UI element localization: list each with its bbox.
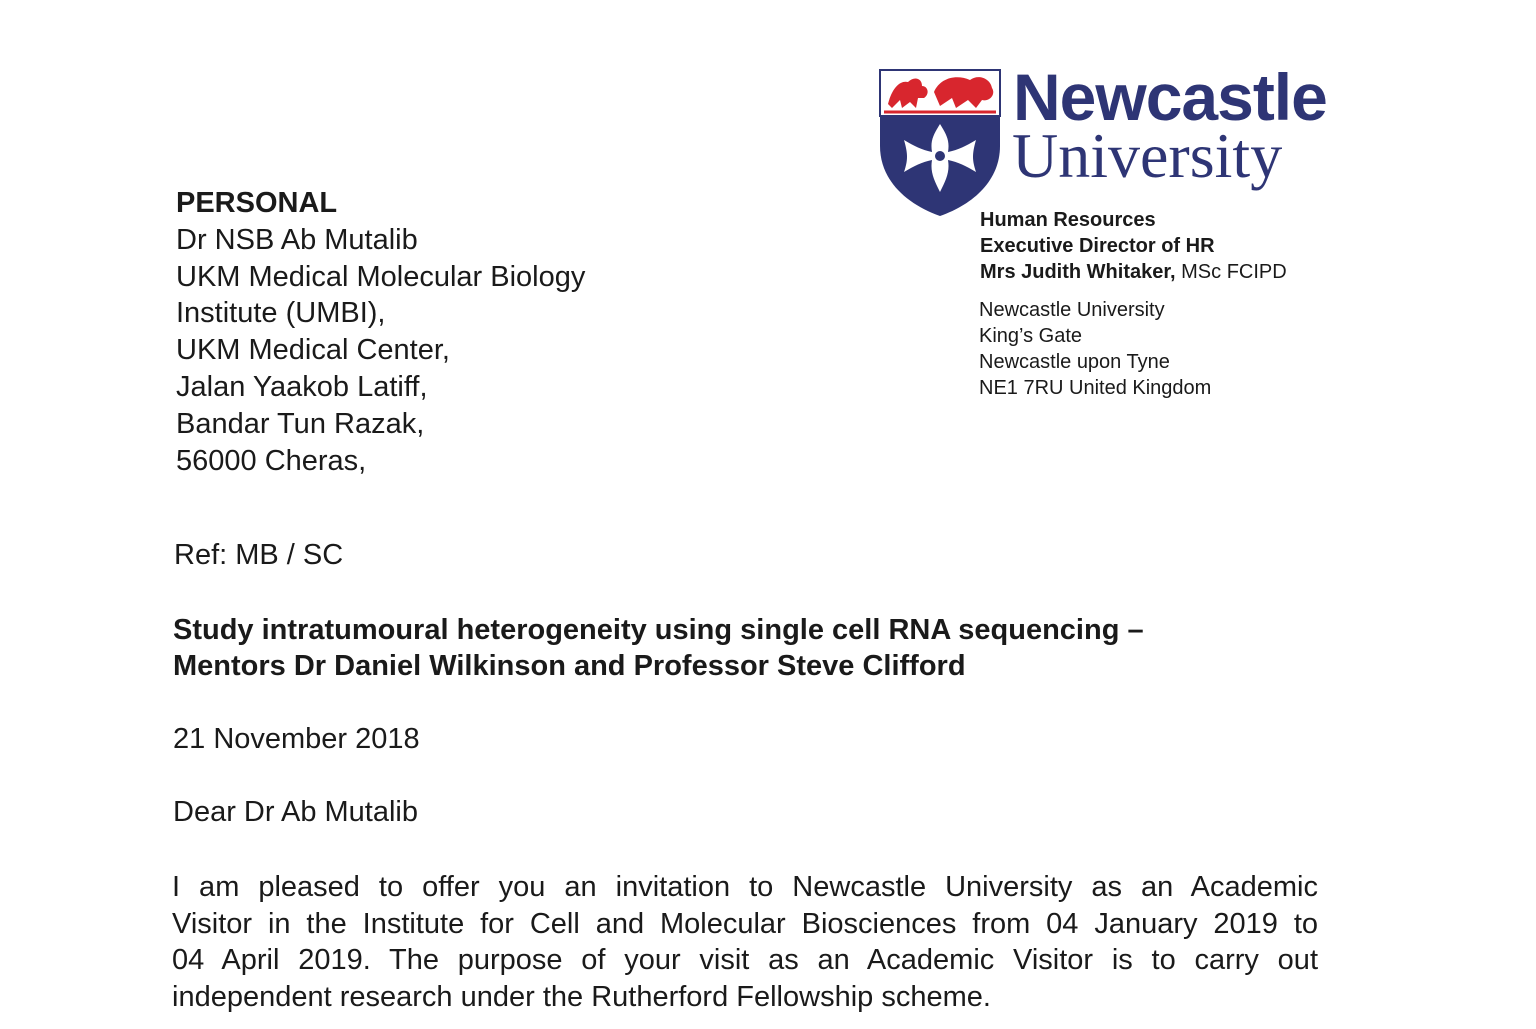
body-line: I am pleased to offer you an invitation to Newcastle University as an Academic <box>172 871 1318 903</box>
sender-role: Executive Director of HR <box>980 235 1215 257</box>
sender-department: Human Resources <box>980 209 1156 231</box>
salutation: Dear Dr Ab Mutalib <box>173 796 418 828</box>
sender-address <box>979 297 1211 401</box>
recipient-line: UKM Medical Center, <box>176 334 450 367</box>
body-paragraph <box>172 869 1318 1015</box>
sender-address-line: Newcastle upon Tyne <box>979 351 1170 373</box>
body-line: 04 April 2019. The purpose of your visit as an Academic Visitor is to carry out <box>172 944 1318 976</box>
sender-qualifications: MSc FCIPD <box>1175 261 1287 283</box>
newcastle-university-shield-icon <box>878 68 1002 218</box>
recipient-address <box>176 185 585 479</box>
logo-wordmark-newcastle: Newcastle <box>1013 60 1327 134</box>
logo-wordmark-university: University <box>1012 120 1283 191</box>
recipient-line: Dr NSB Ab Mutalib <box>176 223 418 256</box>
recipient-line: 56000 Cheras, <box>176 444 367 477</box>
recipient-line: Jalan Yaakob Latiff, <box>176 370 428 403</box>
sender-details <box>980 207 1287 285</box>
sender-address-line: King’s Gate <box>979 325 1083 347</box>
sender-name: Mrs Judith Whitaker, <box>980 261 1176 283</box>
subject-line: Study intratumoural heterogeneity using single cell RNA sequencing – <box>173 614 1144 646</box>
letter-subject <box>173 612 1144 684</box>
letter-date: 21 November 2018 <box>173 723 420 755</box>
personal-marking: PERSONAL <box>176 187 338 219</box>
body-line: Visitor in the Institute for Cell and Molecular Biosciences from 04 January 2019 to <box>172 907 1318 940</box>
university-logo <box>878 60 1338 218</box>
recipient-line: UKM Medical Molecular Biology <box>176 260 586 293</box>
recipient-line: Bandar Tun Razak, <box>176 407 425 440</box>
subject-line: Mentors Dr Daniel Wilkinson and Professor Steve Clifford <box>173 650 966 682</box>
sender-address-line: NE1 7RU United Kingdom <box>979 377 1212 399</box>
sender-name-line <box>980 259 1287 285</box>
recipient-line: Institute (UMBI), <box>176 297 386 330</box>
body-line: independent research under the Rutherford Fellowship scheme. <box>172 980 991 1013</box>
sender-address-line: Newcastle University <box>979 299 1165 321</box>
reference-line: Ref: MB / SC <box>174 539 344 571</box>
